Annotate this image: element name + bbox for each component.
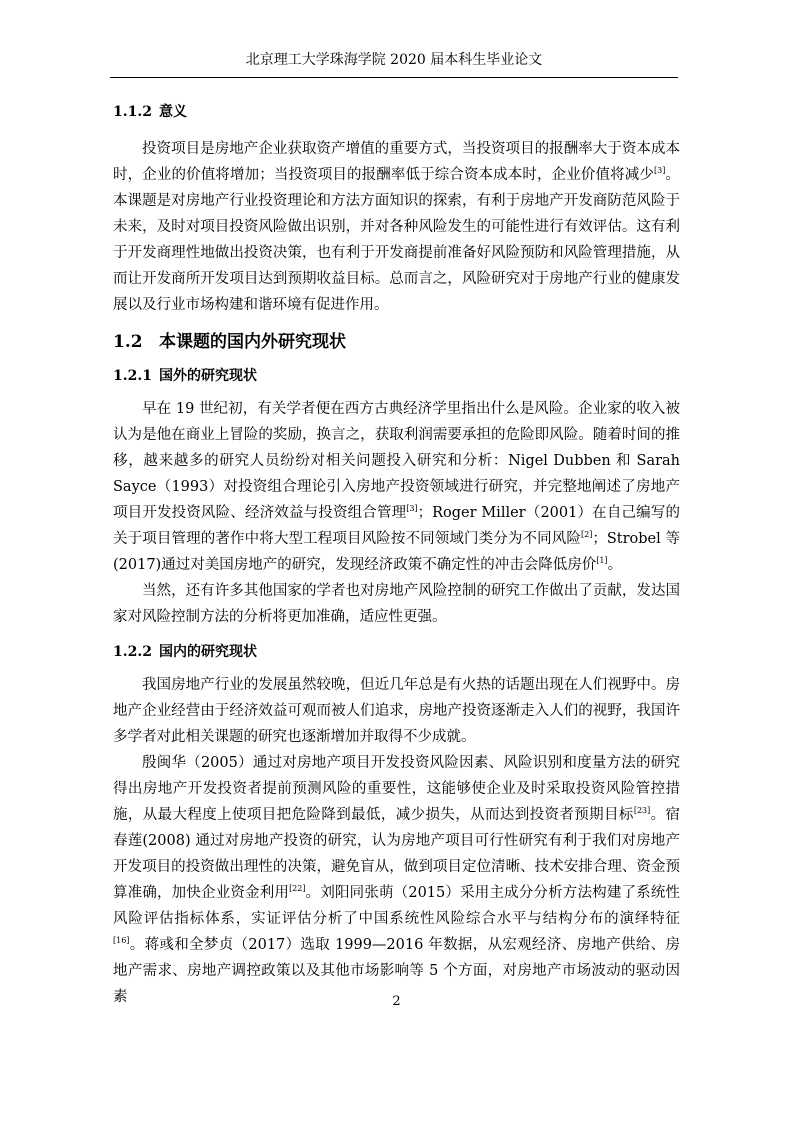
paragraph-significance	[113, 136, 680, 318]
citation: [23]	[633, 806, 651, 816]
paragraph-text: 早在 19 世纪初，有关学者便在西方古典经济学里指出什么是风险。企业家的收入被认为是他在商业上冒险的奖励，换言之，获取利润需要承担的危险即风险。随着时间的推移，越来越多的研究人员纷纷对相关问题投入研究和分析：Nigel Dubben 和 Sarah Sayce（1993）对投资组合理论引入房地产投资领域进行研究，并完整地阐述了房地产项目开发投资风险、经济效益与投资组合管理	[113, 401, 680, 521]
paragraph-text: 。宿春莲(2008) 通过对房地产投资的研究，认为房地产项目可行性研究有利于我们对房地产开发项目的投资做出理性的决策，避免盲从，做到项目定位清晰、技术安排合理、资金预算准确，加快企业资金利用	[113, 807, 681, 901]
paragraph-text: ；Strobel 等 (2017)通过对美国房地产的研究，发现经济政策不确定性的冲击会降低房价	[113, 531, 680, 573]
paragraph-text: 殷闽华（2005）通过对房地产项目开发投资风险因素、风险识别和度量方法的研究得出房地产开发投资者提前预测风险的重要性，这能够使企业及时采取投资风险管控措施，从最大程度上使项目把危险降到最低，减少损失，从而达到投资者预期目标	[113, 755, 680, 823]
paragraph-text: 我国房地产行业的发展虽然较晚，但近几年总是有火热的话题出现在人们视野中。房地产企业经营由于经济效益可观而被人们追求，房地产投资逐渐走入人们的视野，我国许多学者对此相关课题的研究也逐渐增加并取得不少成就。	[113, 677, 680, 745]
citation: [3]	[654, 166, 666, 176]
paragraph-text: 。	[607, 557, 623, 573]
paragraph-domestic-research	[113, 750, 680, 1010]
citation: [2]	[581, 530, 593, 540]
paragraph-text: 。本课题是对房地产行业投资理论和方法方面知识的探索，有利于房地产开发商防范风险于未来，及时对项目投资风险做出识别，并对各种风险发生的可能性进行有效评估。这有利于开发商理性地做出投资决策，也有利于开发商提前准备好风险预防和风险管理措施，从而让开发商所开发项目达到预期收益目标。总而言之，风险研究对于房地产行业的健康发展以及行业市场构建和谐环境有促进作用。	[113, 167, 680, 313]
paragraph-foreign-research	[113, 396, 680, 578]
section-title: 本课题的国内外研究现状	[159, 332, 346, 352]
citation: [1]	[596, 556, 608, 566]
section-title: 意义	[159, 104, 187, 120]
section-heading-1-2-1	[113, 366, 680, 386]
page-number: 2	[392, 994, 401, 1009]
paragraph-foreign-contribution	[113, 578, 680, 630]
paragraph-text: 。刘阳同张萌（2015）采用主成分分析方法构建了系统性风险评估指标体系，实证评估分析了中国系统性风险综合水平与结构分布的演绎特征	[113, 885, 680, 927]
section-heading-1-1-2	[113, 102, 680, 122]
citation: [16]	[113, 936, 130, 946]
running-header: 北京理工大学珠海学院 2020 届本科生毕业论文	[245, 52, 543, 68]
section-number: 1.1.2	[113, 104, 152, 120]
page-content	[113, 102, 680, 1010]
citation: [22]	[289, 884, 306, 894]
paragraph-text: 投资项目是房地产企业获取资产增值的重要方式，当投资项目的报酬率大于资本成本时，企业的价值将增加；当投资项目的报酬率低于综合资本成本时，企业价值将减少	[113, 141, 680, 183]
header-rule	[110, 77, 678, 78]
paragraph-text: 当然，还有许多其他国家的学者也对房地产风险控制的研究工作做出了贡献，发达国家对风险控制方法的分析将更加准确，适应性更强。	[113, 583, 680, 625]
paragraph-domestic-overview	[113, 672, 680, 750]
section-title: 国外的研究现状	[159, 368, 257, 384]
section-number: 1.2.2	[113, 644, 152, 660]
paragraph-text: ；Roger Miller（2001）在自己编写的关于项目管理的著作中将大型工程项目风险按不同领域门类分为不同风险	[113, 505, 680, 547]
section-title: 国内的研究现状	[159, 644, 257, 660]
section-heading-1-2-2	[113, 642, 680, 662]
section-heading-1-2	[113, 330, 680, 354]
section-number: 1.2	[113, 332, 143, 352]
section-number: 1.2.1	[113, 368, 152, 384]
citation: [3]	[406, 504, 418, 514]
paragraph-text: 。蒋彧和全梦贞（2017）选取 1999—2016 年数据，从宏观经济、房地产供给、房地产需求、房地产调控政策以及其他市场影响等 5 个方面，对房地产市场波动的驱动因素	[113, 937, 680, 1005]
